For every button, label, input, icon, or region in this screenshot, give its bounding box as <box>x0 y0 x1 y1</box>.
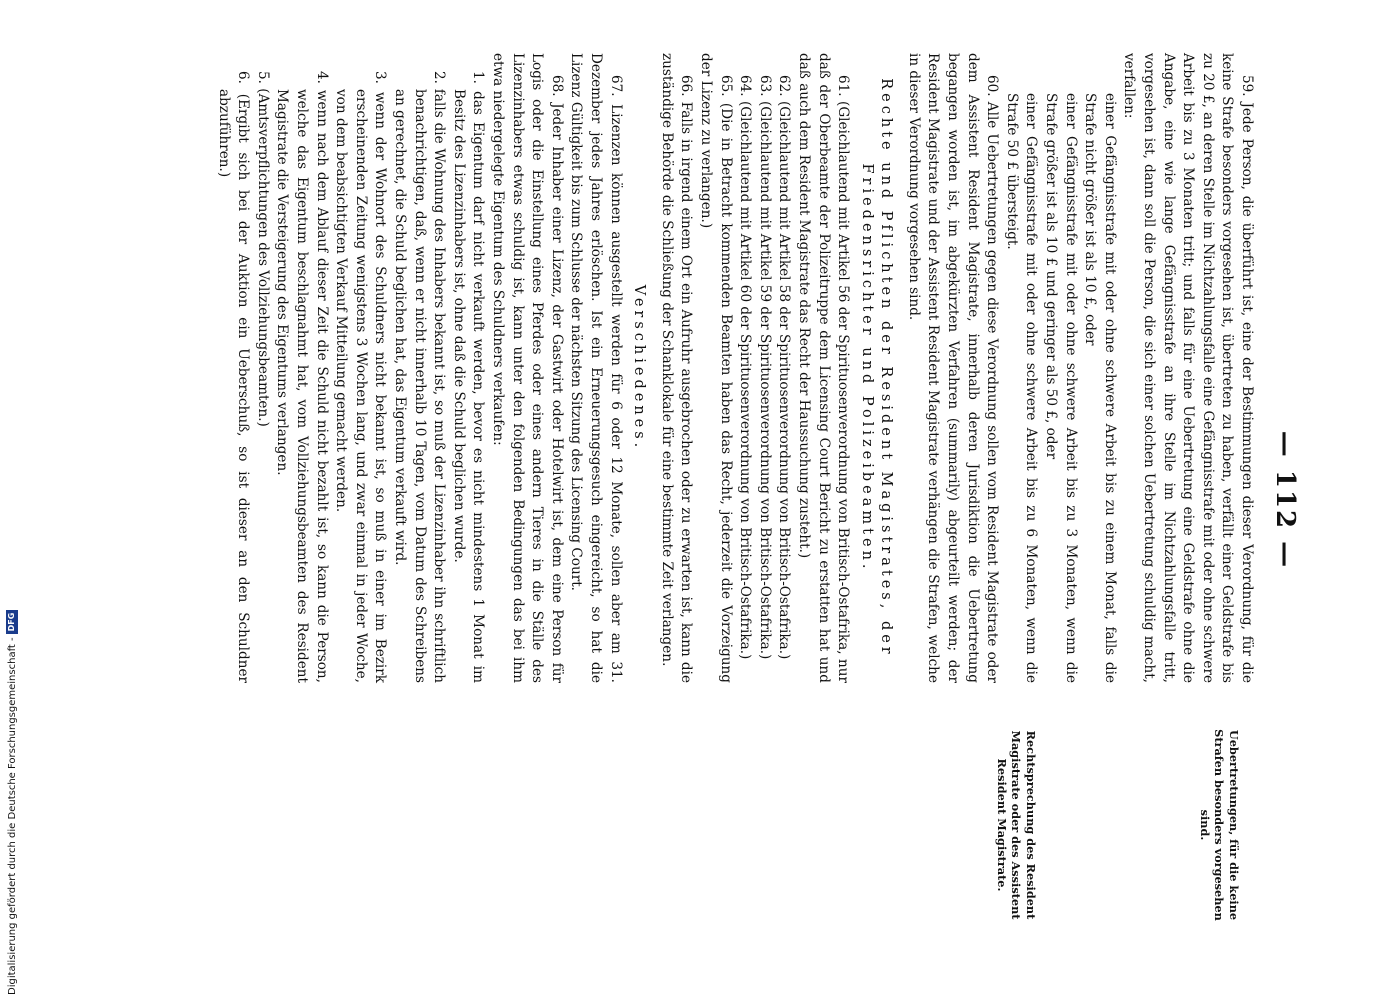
rotated-page <box>160 35 1300 965</box>
list-item-6: 6. (Ergibt sich bei der Auktion ein Ueberschuß, so ist dieser an den Schuldner abzuführen.) <box>215 71 252 683</box>
paragraph-59-b: einer Gefängnisstrafe mit oder ohne schwere Arbeit bis zu 3 Monaten, wenn die Strafe größer ist als 10 £ und geringer als 50 £, oder <box>1043 93 1079 683</box>
paragraph-67: 67. Lizenzen können ausgestellt werden für 6 oder 12 Monate, sollen aber am 31. Dezember jedes Jahres erlöschen. Ist ein Erneuerungsgesuch eingereicht, so hat die Lizenz Gültigkeit bis zum Schlusse der nächsten Sitzung des Licensing Court. <box>568 53 624 683</box>
list-item-1: 1. das Eigentum darf nicht verkauft werden, bevor es nicht mindestens 1 Monat im Besitz des Lizenzinhabers ist, ohne daß die Schuld beglichen wurde. <box>450 71 487 683</box>
paragraph-60: 60. Alle Uebertretungen gegen diese Verordnung sollen vom Resident Magistrate oder dem Assistent Resident Magistrate, innerhalb deren Jurisdiktion die Uebertretung begangen worden ist, im abgekürzten Verfahren (summarily) abgeurteilt werden; der Resident Magistrate und der Assistent Resident Magistrate verhängen die Strafen, welche in dieser Verordnung vorgesehen sind. <box>905 53 1001 683</box>
page-number: — 112 — <box>1270 430 1300 570</box>
list-item-2: 2. falls die Wohnung des Inhabers bekannt ist, so muß der Lizenzinhaber ihn schriftlich benachrichtigen, daß, wenn er nicht innerhalb 10 Tagen, vom Datum des Schreibens an gerechnet, die Schuld beglichen hat, das Eigentum verkauft wird. <box>392 71 448 683</box>
paragraph-68: 68. Jeder Inhaber einer Lizenz, der Gastwirt oder Hotelwirt ist, dem eine Person für Logis oder die Einstellung eines Pferdes oder eines andern Tieres in die Ställe des Lizenzinhabers etwas schuldig ist, kann unter den folgenden Bedingungen das bei ihm etwa niedergelegte Eigentum des Schuldners verkaufen: <box>490 53 565 683</box>
paragraph-61: 61. (Gleichlautend mit Artikel 56 der Spirituosenverordnung von Britisch-Ostafrika, nur daß der Oberbeamte der Polizeitruppe dem Licensing Court Bericht zu erstatten hat und daß auch dem Resident Magistrate das Recht der Haussuchung zusteht.) <box>795 53 852 683</box>
paragraph-59-c: einer Gefängnisstrafe mit oder ohne schwere Arbeit bis zu 6 Monaten, wenn die Strafe 50 £ übersteigt. <box>1003 93 1040 683</box>
list-item-3: 3. wenn der Wohnort des Schuldners nicht bekannt ist, so muß in einer im Bezirk erscheinenden Zeitung wenigstens 3 Wochen lang, und zwar einmal in jeder Woche, von dem beabsichtigten Verkauf Mitteilung gemacht werden. <box>333 71 389 683</box>
paragraph-59-a: einer Gefängnisstrafe mit oder ohne schwere Arbeit bis zu einem Monat, falls die Strafe nicht größer ist als 10 £, oder <box>1082 93 1118 683</box>
main-text-column <box>213 53 1256 683</box>
margin-note-uebertretungen: Uebertretungen, für die keine Strafen besonders vorgesehen sind. <box>1198 729 1241 921</box>
footer-text: Digitalisierung gefördert durch die Deutsche Forschungsgemeinschaft - <box>7 637 18 995</box>
list-item-5: 5. (Amtsverpflichtungen des Vollziehungsbeamten.) <box>254 71 271 427</box>
paragraph-65: 65. (Die in Betracht kommenden Beamten haben das Recht, jederzeit die Vorzeigung der Lizenz zu verlangen.) <box>697 53 734 683</box>
paragraph-63: 63. (Gleichlautend mit Artikel 59 der Spirituosenverordnung von Britisch-Ostafrika.) <box>756 75 773 660</box>
margin-note-rechtsprechung: Rechtsprechung des Resident Magistrate oder des Assistent Resident Magistrate. <box>995 730 1038 920</box>
paragraph-66: 66. Falls in irgend einem Ort ein Aufruhr ausgebrochen oder zu erwarten ist, kann die zuständige Behörde die Schließung der Schanklokale für eine bestimmte Zeit verlangen. <box>658 53 695 683</box>
section-heading-rechte: Rechte und Pflichten der Resident Magistrates, der Friedensrichter und Polizeibeamten. <box>858 78 895 658</box>
paragraph-59: 59. Jede Person, die überführt ist, eine der Bestimmungen dieser Verordnung, für die keine Strafe besonders vorgesehen ist, übertreten zu haben, verfällt einer Geldstrafe bis zu 20 £, an deren Stelle im Nichtzahlungsfalle eine Gefängnisstrafe mit oder ohne schwere Arbeit bis zu 3 Monaten tritt; und falls für eine Uebertretung eine Geldstrafe ohne die Angabe, eine wie lange Gefängnisstrafe an ihre Stelle im Nichtzahlungsfalle tritt, vorgesehen ist, dann soll die Person, die sich einer solchen Uebertretung schuldig macht, verfallen: <box>1121 53 1255 683</box>
paragraph-64: 64. (Gleichlautend mit Artikel 60 der Spirituosenverordnung von Britisch-Ostafrika.) <box>737 75 754 660</box>
paragraph-62: 62. (Gleichlautend mit Artikel 58 der Spirituosenverordnung von Britisch-Ostafrika.) <box>776 75 793 660</box>
list-item-4: 4. wenn nach dem Ablauf dieser Zeit die Schuld nicht bezahlt ist, so kann die Person, welche das Eigentum beschlagnahmt hat, vom Vollziehungsbeamten des Resident Magistrate die Versteigerung des Eigentums verlangen. <box>274 71 330 683</box>
dfg-logo: DFG <box>6 610 18 635</box>
digitization-footer <box>4 605 21 995</box>
section-heading-verschiedenes: Verschiedenes. <box>631 284 648 452</box>
